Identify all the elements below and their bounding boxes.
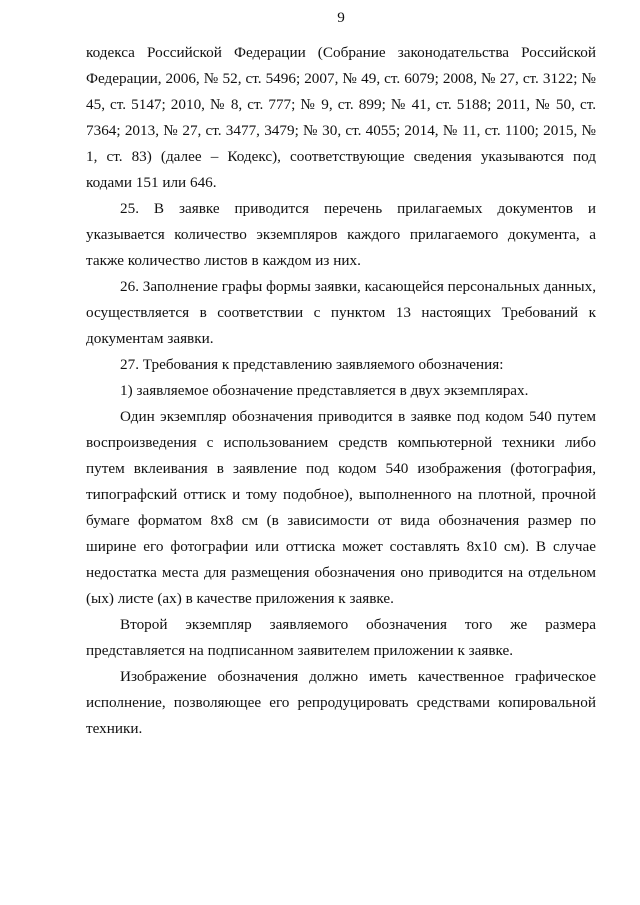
paragraph-25: 25. В заявке приводится перечень прилагаемых документов и указывается количество экземпляров каждого прилагаемого документа, а также количество листов в каждом из них. xyxy=(86,200,596,269)
paragraph-27-item-1: 1) заявляемое обозначение представляется в двух экземплярах. xyxy=(120,382,529,399)
paragraph-image-quality: Изображение обозначения должно иметь качественное графическое исполнение, позволяющее его репродуцировать средствами копировальной техники. xyxy=(86,668,596,737)
paragraph-second-copy: Второй экземпляр заявляемого обозначения того же размера представляется на подписанном заявителем приложении к заявке. xyxy=(86,616,596,659)
document-body xyxy=(86,40,596,742)
page-number: 9 xyxy=(337,9,345,26)
paragraph-27: 27. Требования к представлению заявляемого обозначения: xyxy=(120,356,504,373)
paragraph-first-copy: Один экземпляр обозначения приводится в заявке под кодом 540 путем воспроизведения с использованием средств компьютерной техники либо путем вклеивания в заявление под кодом 540 изображения (фотография, типографский оттиск и тому подобное), выполненного на плотной, прочной бумаге форматом 8х8 см (в зависимости от вида обозначения размер по ширине его фотографии или оттиска может составлять 8х10 см). В случае недостатка места для размещения обозначения оно приводится на отдельном (ых) листе (ах) в качестве приложения к заявке. xyxy=(86,408,596,607)
paragraph-continuation: кодекса Российской Федерации (Собрание законодательства Российской Федерации, 2006, № 52, ст. 5496; 2007, № 49, ст. 6079; 2008, № 27, ст. 3122; № 45, ст. 5147; 2010, № 8, ст. 777; № 9, ст. 899; № 41, ст. 5188; 2011, № 50, ст. 7364; 2013, № 27, ст. 3477, 3479; № 30, ст. 4055; 2014, № 11, ст. 1100; 2015, № 1, ст. 83) (далее – Кодекс), соответствующие сведения указываются под кодами 151 или 646. xyxy=(86,44,596,191)
paragraph-26: 26. Заполнение графы формы заявки, касающейся персональных данных, осуществляется в соответствии с пунктом 13 настоящих Требований к документам заявки. xyxy=(86,278,596,347)
